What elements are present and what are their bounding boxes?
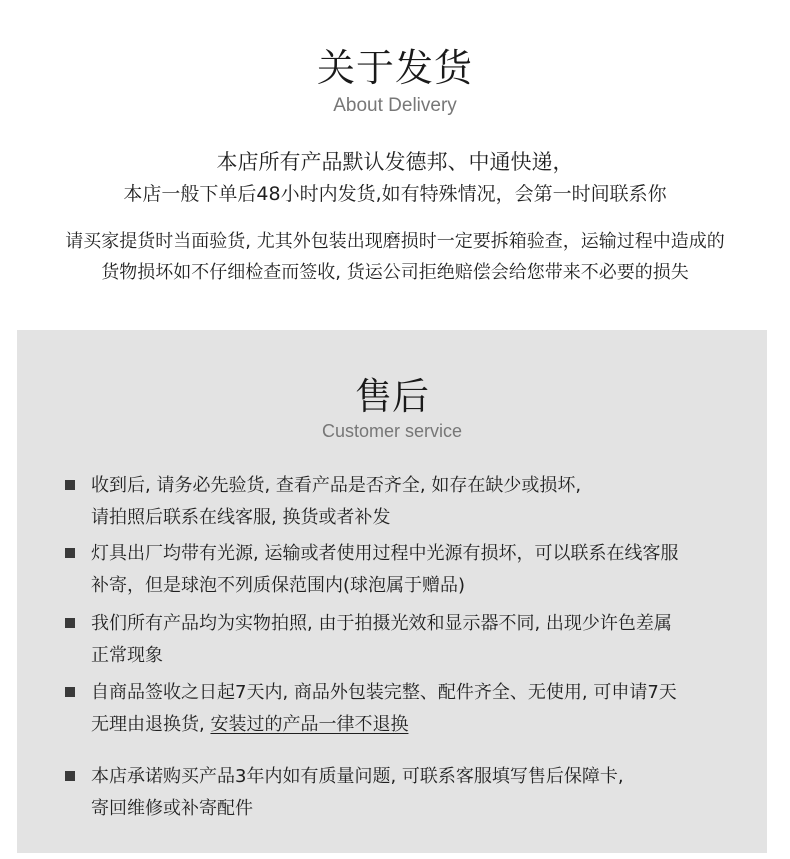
square-bullet-icon: [65, 687, 75, 697]
square-bullet-icon: [65, 618, 75, 628]
service-title: 售后: [355, 375, 429, 418]
no-return-notice: 安装过的产品一律不退换: [210, 714, 409, 735]
list-item-line: 请拍照后联系在线客服, 换货或者补发: [91, 507, 391, 528]
list-item-line: 本店承诺购买产品3年内如有质量问题, 可联系客服填写售后保障卡,: [91, 766, 624, 787]
list-item-line: [91, 709, 761, 741]
list-item-line: 正常现象: [91, 645, 163, 666]
service-list: [17, 330, 767, 853]
list-item-line: 寄回维修或补寄配件: [91, 798, 253, 819]
list-item-line: 自商品签收之日起7天内, 商品外包装完整、配件齐全、无使用, 可申请7天: [91, 682, 677, 703]
list-item-text: [91, 761, 761, 825]
list-item-line: 补寄，但是球泡不列质保范围内(球泡属于赠品): [91, 575, 466, 596]
service-section: [17, 330, 767, 853]
list-item-text: [91, 538, 761, 602]
list-item-line: 灯具出厂均带有光源, 运输或者使用过程中光源有损坏，可以联系在线客服: [91, 543, 679, 564]
square-bullet-icon: [65, 480, 75, 490]
list-item-text: [91, 677, 761, 741]
square-bullet-icon: [65, 548, 75, 558]
list-item-text: [91, 608, 761, 672]
service-subtitle: Customer service: [321, 421, 463, 441]
square-bullet-icon: [65, 771, 75, 781]
delivery-line-4: 货物损坏如不仔细检查而签收, 货运公司拒绝赔偿会给您带来不必要的损失: [101, 262, 689, 283]
delivery-subtitle: About Delivery: [333, 95, 457, 116]
delivery-title: 关于发货: [316, 46, 473, 90]
list-item-line: 收到后, 请务必先验货, 查看产品是否齐全, 如存在缺少或损坏,: [91, 475, 582, 496]
list-item-line: 我们所有产品均为实物拍照, 由于拍摄光效和显示器不同, 出现少许色差属: [91, 613, 672, 634]
delivery-line-1: 本店所有产品默认发德邦、中通快递，: [216, 150, 574, 174]
delivery-line-2: 本店一般下单后48小时内发货,如有特殊情况，会第一时间联系你: [123, 183, 667, 205]
delivery-section: [0, 0, 790, 330]
delivery-line-3: 请买家提货时当面验货, 尤其外包装出现磨损时一定要拆箱验查，运输过程中造成的: [65, 231, 725, 252]
list-item-text: [91, 470, 761, 534]
list-item-line-plain: 无理由退换货,: [91, 714, 211, 735]
